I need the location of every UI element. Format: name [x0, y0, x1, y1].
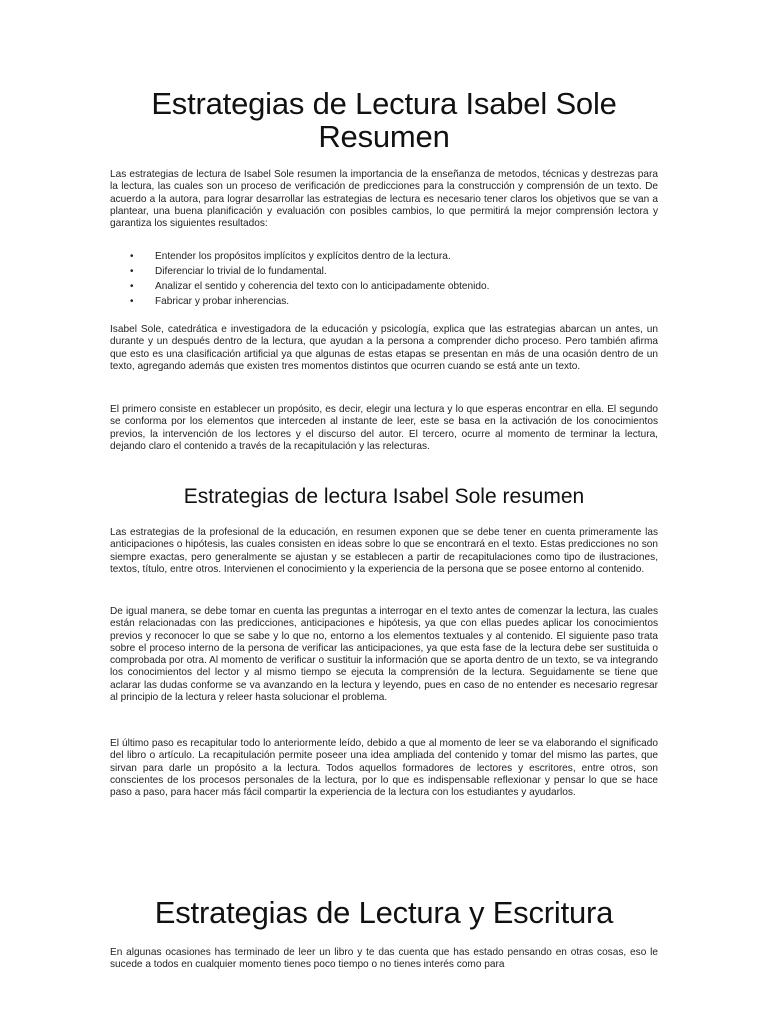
list-item-text: Diferenciar lo trivial de lo fundamental.	[155, 266, 327, 277]
bullet-icon: •	[130, 296, 134, 307]
list-item-text: Fabricar y probar inherencias.	[155, 296, 290, 307]
list-item	[110, 249, 658, 264]
body-paragraph: Las estrategias de la profesional de la educación, en resumen exponen que se debe tener en cuenta primeramente las anticipaciones o hipótesis, las cuales consisten en ideas sobre lo que se encontrará en el texto. Estas predicciones no son siempre exactas, pero generalmente se ajustan y se establecen a partir de recapitulaciones como tipo de ilustraciones, textos, título, entre otros. Intervienen el conocimiento y la experiencia de la persona que se posee entorno al contenido.	[110, 527, 658, 575]
bullet-icon: •	[130, 251, 134, 262]
body-paragraph: En algunas ocasiones has terminado de leer un libro y te das cuenta que has estado pensando en otras cosas, eso le sucede a todos en cualquier momento tienes poco tiempo o no tienes interés como para	[110, 947, 658, 971]
list-item	[110, 264, 658, 279]
section-title: Estrategias de Lectura y Escritura	[154, 895, 614, 930]
body-paragraph: Isabel Sole, catedrática e investigadora de la educación y psicología, explica que las estrategias abarcan un antes, un durante y un después dentro de la lectura, que ayudan a la persona a comprender dicho proceso. Pero también afirma que esto es una clasificación artificial ya que algunas de estas etapas se presentan en más de una ocasión dentro de un texto, agregando además que existen tres momentos distintos que ocurren cuando se está ante un texto.	[110, 324, 658, 372]
bullet-icon: •	[130, 266, 134, 277]
section-heading: Estrategias de lectura Isabel Sole resumen	[183, 485, 585, 508]
body-paragraph: El último paso es recapitular todo lo anteriormente leído, debido a que al momento de leer se va elaborando el significado del libro o artículo. La recapitulación permite poseer una idea ampliada del contenido y tomar del mismo las partes, que sirvan para darle un propósito a la lectura. Todos aquellos formadores de lectores y escritores, entre otros, son conscientes de los procesos personales de la lectura, por lo que es indispensable reflexionar y pensar lo que se hace paso a paso, para hacer más fácil compartir la experiencia de la lectura con los estudiantes y ayudarlos.	[110, 738, 658, 799]
list-item-text: Entender los propósitos implícitos y explícitos dentro de la lectura.	[155, 251, 451, 262]
list-item	[110, 294, 658, 309]
list-item	[110, 279, 658, 294]
body-paragraph: De igual manera, se debe tomar en cuenta las preguntas a interrogar en el texto antes de comenzar la lectura, las cuales están relacionadas con las predicciones, anticipaciones e hipótesis, ya que con ellas puedes aplicar los conocimientos previos y reconocer lo que se sabe y lo que no, entorno a los elementos textuales y al contenido. El siguiente paso trata sobre el proceso interno de la persona de verificar las anticipaciones, ya que esta fase de la lectura debe ser sustituida o comprobada por otra. Al momento de verificar o sustituir la información que se aporta dentro de un texto, se va integrando los conocimientos del lector y al mismo tiempo se ejecuta la comprensión de la lectura. Seguidamente se tiene que aclarar las dudas conforme se va avanzando en la lectura y leyendo, pues en caso de no entender es necesario regresar al principio de la lectura y releer hasta solucionar el problema.	[110, 606, 658, 704]
results-list	[110, 249, 658, 309]
list-item-text: Analizar el sentido y coherencia del texto con lo anticipadamente obtenido.	[155, 281, 490, 292]
body-paragraph: El primero consiste en establecer un propósito, es decir, elegir una lectura y lo que esperas encontrar en ella. El segundo se conforma por los elementos que interceden al instante de leer, este se basa en la activación de los conocimientos previos, la intervención de los lectores y el discurso del autor. El tercero, ocurre al momento de terminar la lectura, dejando claro el contenido a través de la recapitulación y las relecturas.	[110, 404, 658, 452]
bullet-icon: •	[130, 281, 134, 292]
page-title: Estrategias de Lectura Isabel Sole Resumen	[151, 86, 617, 154]
intro-paragraph: Las estrategias de lectura de Isabel Sole resumen la importancia de la enseñanza de metodos, técnicas y destrezas para la lectura, las cuales son un proceso de verificación de predicciones para la construcción y comprensión de un texto. De acuerdo a la autora, para lograr desarrollar las estrategias de lectura es necesario tener claros los objetivos que se van a plantear, una buena planificación y evaluación con posibles cambios, lo que permitirá la mejor comprensión lectora y garantiza los siguientes resultados:	[110, 169, 658, 230]
